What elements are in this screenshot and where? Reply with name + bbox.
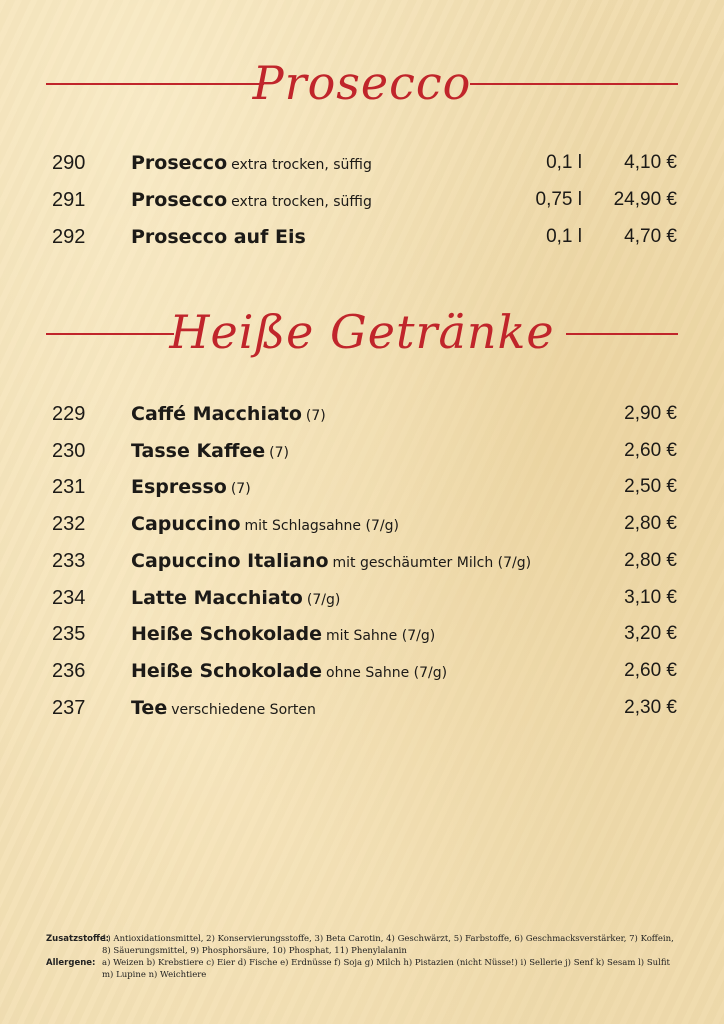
additives-text: 1) Antioxidationsmittel, 2) Konservierungsstoffe, 3) Beta Carotin, 4) Geschwärzt, 5) Farbstoffe, 6) Geschmacksverstärker, 7) Koffein, 8) Säuerungsmittel, 9) Phosphorsäure, 10) Phosphat, 11) Phenylalanin <box>102 934 674 956</box>
item-price: 4,70 € <box>624 226 677 247</box>
item-description: (7) <box>269 444 290 461</box>
item-name-group <box>131 220 310 256</box>
section-title: Prosecco <box>252 56 472 110</box>
item-description: ohne Sahne (7/g) <box>326 664 448 681</box>
item-name: Prosecco auf Eis <box>131 226 306 248</box>
item-name-group <box>131 397 326 433</box>
item-number: 232 <box>52 513 86 536</box>
allergens-line <box>46 957 676 981</box>
item-price: 3,10 € <box>624 586 677 608</box>
item-name-group <box>131 617 435 653</box>
section-title: Heiße Getränke <box>169 305 555 359</box>
allergens-label: Allergene: <box>46 958 96 968</box>
item-description: verschiedene Sorten <box>171 701 316 718</box>
item-price: 2,80 € <box>624 549 677 571</box>
item-description: extra trocken, süffig <box>231 157 372 173</box>
additives-line <box>46 933 676 957</box>
item-price: 2,50 € <box>624 476 677 498</box>
item-price: 3,20 € <box>624 623 677 645</box>
item-name: Prosecco <box>131 189 228 211</box>
item-price: 2,60 € <box>624 659 677 681</box>
menu-item-row <box>0 654 724 688</box>
item-price: 2,30 € <box>624 696 677 718</box>
menu-item-row <box>0 581 724 615</box>
item-quantity: 0,1 l <box>546 152 582 173</box>
item-name-group <box>131 691 316 727</box>
item-quantity: 0,75 l <box>535 189 582 210</box>
menu-item-row <box>0 470 724 504</box>
item-name-group <box>131 544 531 580</box>
item-number: 230 <box>52 439 86 462</box>
allergens-text: a) Weizen b) Krebstiere c) Eier d) Fische e) Erdnüsse f) Soja g) Milch h) Pistazien (nicht Nüsse!) i) Sellerie j) Senf k) Sesam l) Sulfit m) Lupine n) Weichtiere <box>102 958 670 980</box>
menu-item-row <box>0 183 724 217</box>
menu-item-row <box>0 691 724 725</box>
item-name-group <box>131 146 372 182</box>
item-name: Tasse Kaffee <box>131 439 266 462</box>
item-name: Capuccino <box>131 513 241 536</box>
item-number: 290 <box>52 152 86 174</box>
menu-item-row <box>0 146 724 180</box>
item-name-group <box>131 507 399 543</box>
item-name-group <box>131 183 372 219</box>
item-name-group <box>131 434 289 470</box>
item-number: 236 <box>52 659 86 682</box>
item-number: 291 <box>52 189 86 211</box>
item-description: mit geschäumter Milch (7/g) <box>332 554 532 571</box>
item-price: 4,10 € <box>624 152 677 173</box>
item-number: 234 <box>52 586 86 609</box>
item-number: 231 <box>52 476 86 499</box>
menu-item-row <box>0 220 724 254</box>
menu-item-row <box>0 617 724 651</box>
item-name: Capuccino Italiano <box>131 549 329 572</box>
item-name: Espresso <box>131 476 227 499</box>
footer-legend <box>46 933 676 981</box>
item-quantity: 0,1 l <box>546 226 582 247</box>
additives-label: Zusatzstoffe: <box>46 934 110 944</box>
item-price: 2,90 € <box>624 403 677 424</box>
item-name-group <box>131 654 447 690</box>
item-name: Latte Macchiato <box>131 586 303 609</box>
item-description: extra trocken, süffig <box>231 194 372 210</box>
menu-item-row <box>0 544 724 578</box>
item-price: 2,80 € <box>624 513 677 535</box>
item-description: mit Sahne (7/g) <box>326 628 436 645</box>
item-number: 229 <box>52 403 86 425</box>
item-price: 2,60 € <box>624 439 677 461</box>
menu-item-row <box>0 434 724 468</box>
section-header-hot-drinks <box>0 297 724 367</box>
menu-item-row <box>0 507 724 541</box>
item-name: Caffé Macchiato <box>131 403 302 425</box>
item-description: (7) <box>305 408 326 424</box>
item-description: (7/g) <box>306 591 341 608</box>
item-number: 292 <box>52 226 86 248</box>
item-price: 24,90 € <box>613 189 677 210</box>
menu-item-row <box>0 397 724 431</box>
section-header-prosecco <box>0 48 724 118</box>
item-name: Heiße Schokolade <box>131 659 322 682</box>
item-description: (7) <box>230 481 251 498</box>
item-name: Prosecco <box>131 152 228 174</box>
item-number: 233 <box>52 549 86 572</box>
item-name-group <box>131 581 340 617</box>
item-number: 235 <box>52 623 86 646</box>
item-number: 237 <box>52 696 86 719</box>
item-name: Heiße Schokolade <box>131 623 322 646</box>
item-name-group <box>131 470 251 506</box>
item-name: Tee <box>131 696 168 719</box>
item-description: mit Schlagsahne (7/g) <box>244 518 399 535</box>
